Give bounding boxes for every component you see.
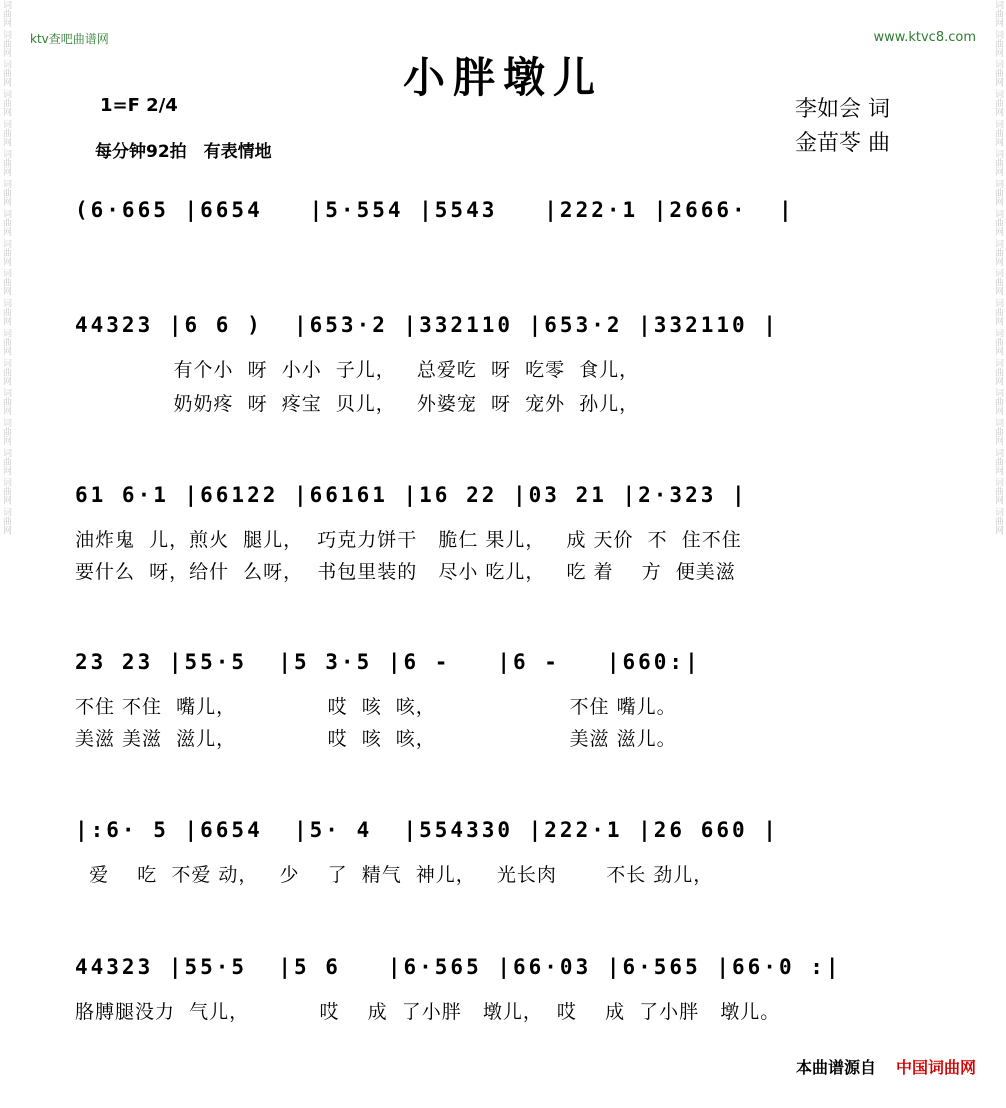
song-title: 小胖墩儿 <box>402 53 603 102</box>
edge-watermark-text: 词曲网 词曲网 词曲网 词曲网 词曲网 词曲网 词曲网 词曲网 词曲网 词曲网 词曲网 词曲网 词曲网 词曲网 词曲网 词曲网 词曲网 词曲网 <box>1 0 11 535</box>
lyric-verse-1: 有个小 呀 小小 子儿， 总爱吃 呀 吃零 食儿， <box>75 359 640 381</box>
notation: 23 23 |55·5 |5 3·5 |6 - |6 - |660:| <box>75 650 701 674</box>
source-label: 本曲谱源自 <box>795 1058 876 1077</box>
lyricist-credit: 李如会 词 <box>795 97 890 122</box>
key-signature: 1=F 2/4 <box>100 95 178 116</box>
lyric-verse-2: 要什么 呀，给什 么呀， 书包里装的 尽小 吃儿， 吃 着 方 便美滋 <box>75 561 736 583</box>
edge-watermark-text: 词曲网 词曲网 词曲网 词曲网 词曲网 词曲网 词曲网 词曲网 词曲网 词曲网 词曲网 词曲网 词曲网 词曲网 词曲网 词曲网 词曲网 词曲网 <box>993 0 1003 535</box>
lyric-verse-1: 爱 吃 不爱 动， 少 了 精气 神儿， 光长肉 不长 劲儿， <box>75 864 714 886</box>
lyric-verse-2: 美滋 美滋 滋儿， 哎 咳 咳， 美滋 滋儿。 <box>75 728 677 750</box>
left-edge-watermark <box>0 0 14 1108</box>
notation: 44323 |6 6 ) |653·2 |332110 |653·2 |332110 | <box>75 313 779 337</box>
tempo-marking: 每分钟92拍 有表情地 <box>95 142 272 162</box>
lyric-verse-1: 不住 不住 嘴儿， 哎 咳 咳， 不住 嘴儿。 <box>75 696 677 718</box>
notation: 44323 |55·5 |5 6 |6·565 |66·03 |6·565 |66·0 :| <box>75 955 842 979</box>
site-watermark-left[interactable]: ktv查吧曲谱网 <box>30 32 109 46</box>
site-watermark-right[interactable]: www.ktvc8.com <box>873 30 976 45</box>
lyric-verse-1: 胳膊腿没力 气儿， 哎 成 了小胖 墩儿， 哎 成 了小胖 墩儿。 <box>75 1001 781 1023</box>
notation: (6·665 |6654 |5·554 |5543 |222·1 |2666· | <box>75 198 795 222</box>
notation: |:6· 5 |6654 |5· 4 |554330 |222·1 |26 660 | <box>75 818 779 842</box>
notation: 61 6·1 |66122 |66161 |16 22 |03 21 |2·323 | <box>75 483 748 507</box>
source-site-link[interactable]: 中国词曲网 <box>895 1058 976 1077</box>
lyric-verse-1: 油炸鬼 儿，煎火 腿儿， 巧克力饼干 脆仁 果儿， 成 天价 不 住不住 <box>75 529 742 551</box>
lyric-verse-2: 奶奶疼 呀 疼宝 贝儿， 外婆宠 呀 宠外 孙儿， <box>75 393 640 415</box>
composer-credit: 金苗苓 曲 <box>795 131 890 156</box>
right-edge-watermark <box>992 0 1006 1108</box>
